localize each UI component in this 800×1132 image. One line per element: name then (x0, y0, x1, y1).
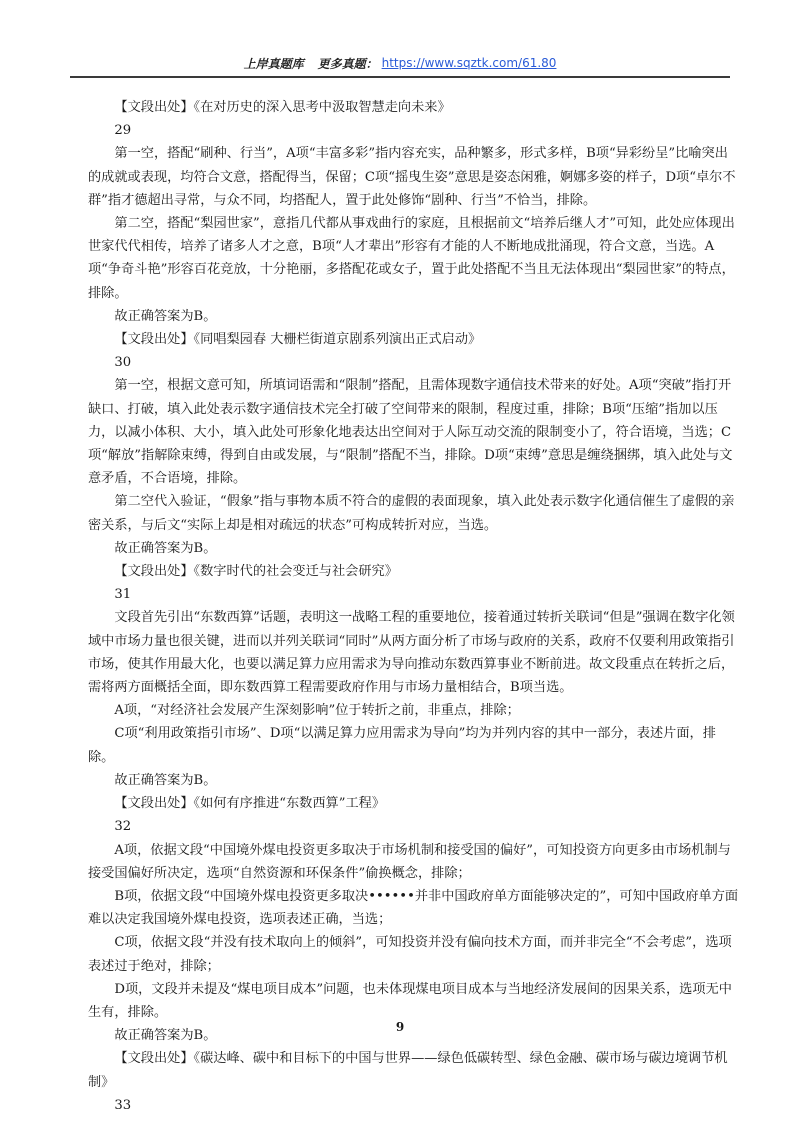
explanation-paragraph: A项，“对经济社会发展产生深刻影响”位于转折之前，非重点，排除； (114, 703, 520, 719)
explanation-paragraph: A项，依据文段“中国境外煤电投资更多取决于市场机制和接受国的偏好”，可知投资方向更多由市场机制与接受国偏好所决定，选项“自然资源和环保条件”偷换概念，排除； (88, 842, 731, 881)
source-citation: 【文段出处】《如何有序推进“东数西算”工程》 (114, 796, 386, 812)
question-number: 30 (114, 355, 132, 371)
question-number: 33 (114, 1097, 132, 1113)
page-number: 9 (395, 1020, 405, 1034)
explanation-paragraph: 文段首先引出“东数西算”话题，表明这一战略工程的重要地位，接着通过转折关联词“但是”强调在数字化领域中市场力量也很关键，进而以并列关联词“同时”从两方面分析了市场与政府的关系，政府不仅要利用政策指引市场，使其作用最大化，也要以满足算力应用需求为导向推动东数西算事业不断前进。故文段重点在转折之后，需将两方面概括全面，即东数西算工程需要政府作用与市场力量相结合，B项当选。 (88, 610, 735, 696)
source-citation: 【文段出处】《数字时代的社会变迁与社会研究》 (114, 564, 398, 580)
explanation-paragraph: D项，文段并未提及“煤电项目成本”问题，也未体现煤电项目成本与当地经济发展间的因果关系，选项无中生有，排除。 (88, 981, 732, 1020)
question-number: 29 (114, 123, 132, 139)
explanation-paragraph: 故正确答案为B。 (114, 540, 217, 556)
explanation-paragraph: 第一空，根据文意可知，所填词语需和“限制”搭配，且需体现数字通信技术带来的好处。A项“突破”指打开缺口、打破，填入此处表示数字通信技术完全打破了空间带来的限制，程度过重，排除；B项“压缩”指加以压力，以减小体积、大小，填入此处可形象化地表达出空间对于人际互动交流的限制变小了，符合语境，当选；C项“解放”指解除束缚，得到自由或发展，与“限制”搭配不当，排除。D项“束缚”意思是缠绕捆绑，填入此处与文意矛盾，不合语境，排除。 (88, 378, 733, 487)
explanation-paragraph: 故正确答案为B。 (114, 1028, 217, 1044)
source-citation: 【文段出处】《在对历史的深入思考中汲取智慧走向未来》 (114, 100, 451, 115)
question-number: 31 (114, 587, 132, 603)
explanation-paragraph: 第一空，搭配“刷种、行当”，A项“丰富多彩”指内容充实，品种繁多，形式多样，B项“异彩纷呈”比喻突出的成就或表现，均符合文意，搭配得当，保留；C项“摇曳生姿”意思是姿态闲雅，婀娜多姿的样子，D项“卓尔不群”指才德超出寻常，与众不同，均搭配人，置于此处修饰“剧种、行当”不恰当，排除。 (88, 146, 736, 208)
explanation-paragraph: C项“利用政策指引市场”、D项“以满足算力应用需求为导向”均为并列内容的其中一部分，表述片面，排除。 (88, 726, 716, 765)
header-brand: 上岸真题库 (243, 56, 304, 71)
explanation-paragraph: 故正确答案为B。 (114, 772, 217, 788)
explanation-paragraph: 第二空代入验证，“假象”指与事物本质不符合的虚假的表面现象，填入此处表示数字化通信催生了虚假的亲密关系，与后文“实际上却是相对疏远的状态”可构成转折对应，当选。 (88, 494, 735, 533)
question-number: 32 (114, 819, 132, 835)
explanation-paragraph: C项，依据文段“并没有技术取向上的倾斜”，可知投资并没有偏向技术方面，而并非完全“不会考虑”，选项表述过于绝对，排除； (88, 935, 732, 974)
document-body (88, 96, 740, 1117)
source-citation: 【文段出处】《碳达峰、碳中和目标下的中国与世界——绿色低碳转型、绿色金融、碳市场与碳边境调节机制》 (88, 1051, 728, 1090)
page-header (70, 50, 730, 78)
source-citation: 【文段出处】《同唱梨园春 大栅栏街道京剧系列演出正式启动》 (114, 332, 482, 348)
explanation-paragraph: B项，依据文段“中国境外煤电投资更多取决••••••并非中国政府单方面能够决定的”，可知中国政府单方面难以决定我国境外煤电投资，选项表述正确，当选； (88, 888, 739, 928)
header-link[interactable]: https://www.sqztk.com/61.80 (381, 56, 557, 70)
header-label: 更多真题： (317, 56, 378, 71)
explanation-paragraph: 故正确答案为B。 (114, 308, 217, 324)
explanation-paragraph: 第二空，搭配“梨园世家”，意指几代都从事戏曲行的家庭，且根据前文“培养后继人才”可知，此处应体现出世家代代相传，培养了诸多人才之意，B项“人才辈出”形容有才能的人不断地成批涌现，符合文意，当选。A项“争奇斗艳”形容百花竞放，十分艳丽，多搭配花或女子，置于此处搭配不当且无法体现出“梨园世家”的特点，排除。 (88, 216, 735, 301)
